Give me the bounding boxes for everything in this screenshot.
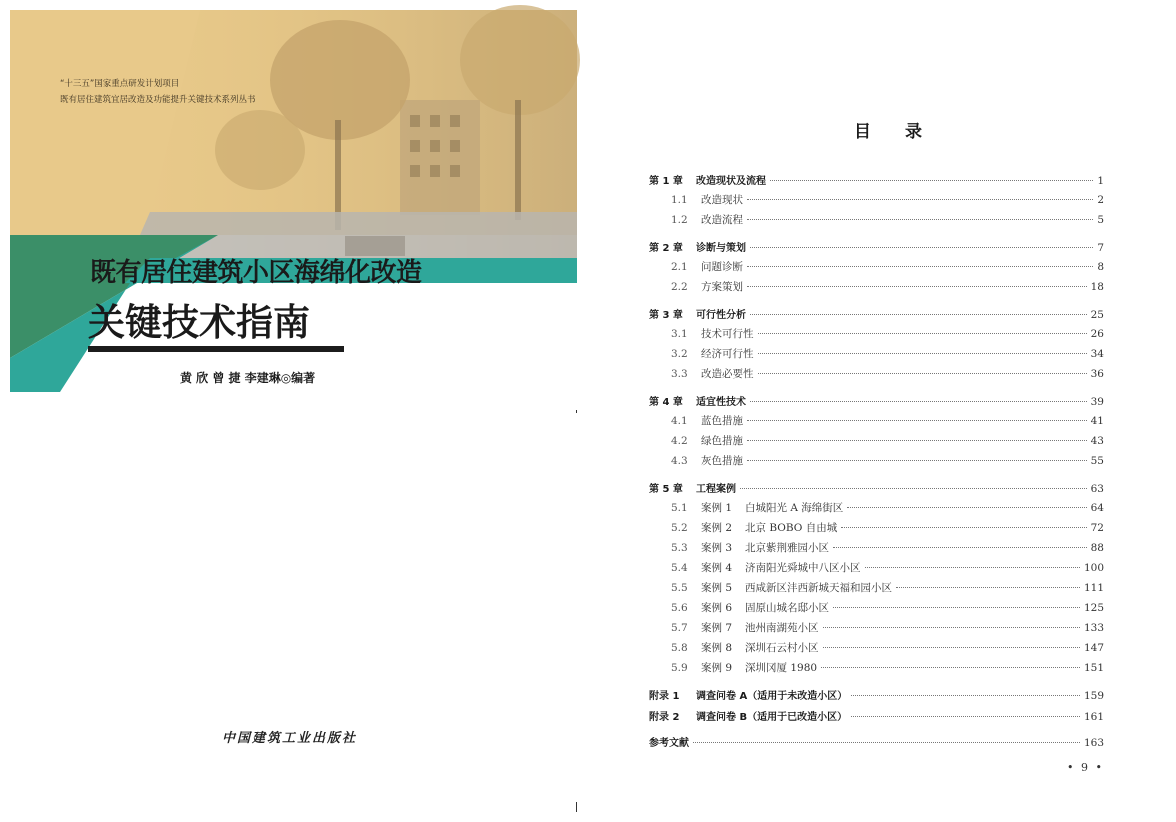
toc-section-entry[interactable] xyxy=(649,279,1104,295)
toc-leader-dots xyxy=(747,419,1087,421)
toc-chapter-entry[interactable] xyxy=(649,306,1104,322)
toc-leader-dots xyxy=(847,506,1086,508)
toc-leader-dots xyxy=(841,526,1086,528)
toc-leader-dots xyxy=(747,198,1093,200)
toc-leader-dots xyxy=(851,715,1080,717)
toc-leader-dots xyxy=(747,218,1093,220)
toc-page-number: 63 xyxy=(1090,483,1104,495)
toc-page-number: 39 xyxy=(1090,396,1104,408)
crop-mark xyxy=(576,410,577,413)
page-number: • 9 • xyxy=(1067,761,1104,774)
toc-entry-number: 1.2 xyxy=(671,214,688,226)
toc-page-number: 72 xyxy=(1090,522,1104,534)
toc-entry-number: 5.4 xyxy=(671,562,688,574)
toc-entry-title: 调查问卷 B（适用于已改造小区） xyxy=(696,712,848,723)
toc-entry-number: 3.2 xyxy=(671,348,688,360)
toc-page-number: 147 xyxy=(1083,642,1104,654)
toc-chapter-entry[interactable] xyxy=(649,687,1104,703)
toc-page-number: 18 xyxy=(1090,281,1104,293)
toc-entry-number: 第 3 章 xyxy=(649,310,683,321)
toc-page-number: 125 xyxy=(1083,602,1104,614)
toc-entry-title: 适宜性技术 xyxy=(696,397,746,408)
toc-entry-title: 参考文献 xyxy=(649,738,689,749)
toc-section-entry[interactable] xyxy=(649,520,1104,536)
toc-entry-title: 西咸新区沣西新城天福和园小区 xyxy=(745,582,892,594)
toc-entry-number: 2.2 xyxy=(671,281,688,293)
toc-entry-title: 北京 BOBO 自由城 xyxy=(745,522,838,534)
toc-entry-number: 5.6 xyxy=(671,602,688,614)
toc-leader-dots xyxy=(758,352,1087,354)
toc-entry-title: 改造流程 xyxy=(701,214,743,226)
toc-leader-dots xyxy=(750,400,1087,402)
toc-section-entry[interactable] xyxy=(649,346,1104,362)
toc-leader-dots xyxy=(740,487,1087,489)
toc-entry-title: 诊断与策划 xyxy=(696,243,746,254)
toc-heading: 目 录 xyxy=(854,122,922,142)
toc-leader-dots xyxy=(823,646,1080,648)
toc-section-entry[interactable] xyxy=(649,660,1104,676)
toc-entry-title: 调查问卷 A（适用于未改造小区） xyxy=(696,691,848,702)
toc-section-entry[interactable] xyxy=(649,560,1104,576)
toc-case-label: 案例 3 xyxy=(701,542,733,554)
toc-entry-title: 固原山城名邸小区 xyxy=(745,602,829,614)
toc-entry-number: 4.2 xyxy=(671,435,688,447)
toc-section-entry[interactable] xyxy=(649,580,1104,596)
toc-entry-title: 方案策划 xyxy=(701,281,743,293)
toc-page-number: 88 xyxy=(1090,542,1104,554)
toc-section-entry[interactable] xyxy=(649,192,1104,208)
toc-entry-title: 北京紫荆雅园小区 xyxy=(745,542,829,554)
toc-entry-title: 深圳冈厦 1980 xyxy=(745,662,818,674)
toc-leader-dots xyxy=(747,439,1087,441)
publisher: 中国建筑工业出版社 xyxy=(222,731,358,746)
toc-entry-title: 改造必要性 xyxy=(701,368,754,380)
toc-leader-dots xyxy=(821,666,1080,668)
toc-page-number: 26 xyxy=(1090,328,1104,340)
toc-page-number: 5 xyxy=(1097,214,1104,226)
toc-section-entry[interactable] xyxy=(649,640,1104,656)
toc-entry-number: 第 4 章 xyxy=(649,397,683,408)
toc-page-number: 55 xyxy=(1090,455,1104,467)
toc-entry-number: 附录 1 xyxy=(649,691,680,702)
toc-section-entry[interactable] xyxy=(649,433,1104,449)
toc-entry-title: 问题诊断 xyxy=(701,261,743,273)
toc-case-label: 案例 5 xyxy=(701,582,733,594)
toc-leader-dots xyxy=(747,265,1093,267)
toc-leader-dots xyxy=(693,741,1080,743)
authors: 黄 欣 曾 捷 李建琳◎编著 xyxy=(180,371,316,385)
toc-entry-number: 第 5 章 xyxy=(649,484,683,495)
toc-page-number: 1 xyxy=(1097,175,1104,187)
toc-page-number: 100 xyxy=(1083,562,1104,574)
toc-entry-title: 可行性分析 xyxy=(696,310,746,321)
cover-tree xyxy=(215,110,305,190)
toc-leader-dots xyxy=(833,546,1087,548)
toc-entry-title: 绿色措施 xyxy=(701,435,743,447)
toc-page-number: 2 xyxy=(1097,194,1104,206)
toc-page-number: 43 xyxy=(1090,435,1104,447)
toc-section-entry[interactable] xyxy=(649,326,1104,342)
toc-page-number: 34 xyxy=(1090,348,1104,360)
toc-section-entry[interactable] xyxy=(649,366,1104,382)
toc-entry-number: 5.3 xyxy=(671,542,688,554)
toc-case-label: 案例 6 xyxy=(701,602,733,614)
toc-leader-dots xyxy=(865,566,1080,568)
toc-leader-dots xyxy=(747,285,1087,287)
toc-entry-number: 3.3 xyxy=(671,368,688,380)
toc-leader-dots xyxy=(750,313,1087,315)
toc-entry-number: 5.1 xyxy=(671,502,688,514)
toc-section-entry[interactable] xyxy=(649,540,1104,556)
toc-leader-dots xyxy=(851,694,1080,696)
toc-page-number: 161 xyxy=(1083,711,1104,723)
book-title-line-1: 既有居住建筑小区海绵化改造 xyxy=(90,258,422,288)
toc-section-entry[interactable] xyxy=(649,620,1104,636)
book-title-line-2: 关键技术指南 xyxy=(88,300,310,344)
toc-case-label: 案例 4 xyxy=(701,562,733,574)
series-name: 既有居住建筑宜居改造及功能提升关键技术系列丛书 xyxy=(60,95,256,105)
cover-illustration xyxy=(0,0,590,420)
toc-section-entry[interactable] xyxy=(649,500,1104,516)
toc-page-number: 7 xyxy=(1097,242,1104,254)
title-rule xyxy=(88,346,344,352)
toc-chapter-entry[interactable] xyxy=(649,480,1104,496)
toc-entry-title: 蓝色措施 xyxy=(701,415,743,427)
toc-entry-title: 技术可行性 xyxy=(701,328,754,340)
toc-section-entry[interactable] xyxy=(649,600,1104,616)
toc-entry-number: 附录 2 xyxy=(649,712,680,723)
toc-entry-title: 池州南湖苑小区 xyxy=(745,622,819,634)
toc-leader-dots xyxy=(758,372,1087,374)
toc-leader-dots xyxy=(823,626,1080,628)
toc-page-number: 25 xyxy=(1090,309,1104,321)
toc-chapter-entry[interactable] xyxy=(649,708,1104,724)
toc-entry-title: 经济可行性 xyxy=(701,348,754,360)
toc-leader-dots xyxy=(896,586,1080,588)
toc-page-number: 133 xyxy=(1083,622,1104,634)
toc-entry-number: 3.1 xyxy=(671,328,688,340)
toc-leader-dots xyxy=(770,179,1093,181)
toc-case-label: 案例 8 xyxy=(701,642,733,654)
toc-entry-number: 5.8 xyxy=(671,642,688,654)
toc-section-entry[interactable] xyxy=(649,413,1104,429)
toc-section-entry[interactable] xyxy=(649,212,1104,228)
toc-chapter-entry[interactable] xyxy=(649,734,1104,750)
toc-case-label: 案例 2 xyxy=(701,522,733,534)
toc-entry-number: 4.3 xyxy=(671,455,688,467)
toc-case-label: 案例 7 xyxy=(701,622,733,634)
toc-leader-dots xyxy=(747,459,1087,461)
toc-entry-number: 2.1 xyxy=(671,261,688,273)
toc-entry-number: 1.1 xyxy=(671,194,688,206)
toc-entry-title: 工程案例 xyxy=(696,484,736,495)
toc-section-entry[interactable] xyxy=(649,453,1104,469)
toc-entry-number: 5.2 xyxy=(671,522,688,534)
toc-entry-number: 5.5 xyxy=(671,582,688,594)
toc-leader-dots xyxy=(750,246,1093,248)
toc-case-label: 案例 9 xyxy=(701,662,733,674)
toc-section-entry[interactable] xyxy=(649,259,1104,275)
toc-case-label: 案例 1 xyxy=(701,502,733,514)
toc-entry-title: 改造现状及流程 xyxy=(696,176,766,187)
toc-entry-number: 5.7 xyxy=(671,622,688,634)
toc-entry-number: 第 2 章 xyxy=(649,243,683,254)
toc-page-number: 41 xyxy=(1090,415,1104,427)
toc-chapter-entry[interactable] xyxy=(649,172,1104,188)
toc-page-number: 163 xyxy=(1083,737,1104,749)
cover-tree xyxy=(460,5,580,115)
toc-entry-title: 济南阳光舜城中八区小区 xyxy=(745,562,861,574)
toc-leader-dots xyxy=(758,332,1087,334)
toc-entry-title: 深圳石云村小区 xyxy=(745,642,819,654)
toc-entry-number: 第 1 章 xyxy=(649,176,683,187)
toc-chapter-entry[interactable] xyxy=(649,239,1104,255)
toc-page-number: 111 xyxy=(1083,582,1104,594)
toc-entry-title: 改造现状 xyxy=(701,194,743,206)
toc-page-number: 64 xyxy=(1090,502,1104,514)
toc-entry-number: 4.1 xyxy=(671,415,688,427)
toc-leader-dots xyxy=(833,606,1080,608)
toc-page-number: 36 xyxy=(1090,368,1104,380)
toc-page-number: 159 xyxy=(1083,690,1104,702)
table-of-contents-page xyxy=(600,0,1176,822)
toc-entry-number: 5.9 xyxy=(671,662,688,674)
toc-entry-title: 白城阳光 A 海绵街区 xyxy=(745,502,844,514)
toc-page-number: 151 xyxy=(1083,662,1104,674)
toc-chapter-entry[interactable] xyxy=(649,393,1104,409)
toc-page-number: 8 xyxy=(1097,261,1104,273)
toc-entry-title: 灰色措施 xyxy=(701,455,743,467)
crop-mark xyxy=(576,802,577,812)
series-label: “十三五”国家重点研发计划项目 xyxy=(60,79,180,89)
